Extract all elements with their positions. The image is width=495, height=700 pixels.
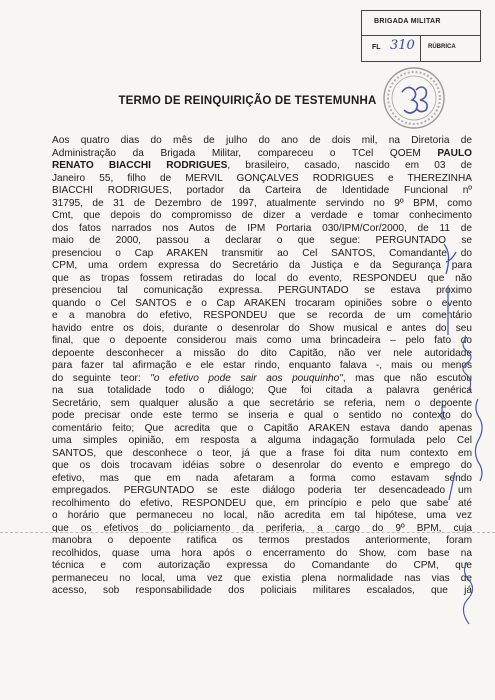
text-line: final, que o depoente considerou mais como uma brincadeira – pelo fato do <box>52 335 472 346</box>
text-line: presenciou tal comunicação expressa. PERGUNTADO se estava próximo <box>52 285 472 296</box>
text-line: acesso, sob responsabilidade dos policiais militares escalados, que já <box>52 585 472 596</box>
stamp-rubrica: RÚBRICA <box>428 44 456 50</box>
stamp-fl-number: 310 <box>390 38 415 53</box>
text-line: do seguinte teor: "o efetivo pode sair aos pouquinho", mas que não escutou <box>52 372 472 384</box>
margin-wave-mark-icon <box>455 560 479 630</box>
stamp-org: BRIGADA MILITAR <box>374 18 441 25</box>
text-line: CPM, uma ordem expressa do Secretário da Justiça e da Segurança para <box>52 260 472 271</box>
stamp-header <box>362 11 480 36</box>
margin-slash-mark-icon <box>445 470 459 504</box>
margin-scribble-icon <box>455 335 479 395</box>
margin-bar-mark-icon <box>443 285 453 340</box>
text-line: que as tropas fossem retiradas do local do evento, RESPONDEU que não <box>52 272 472 284</box>
text-line: recolhimento do efetivo, RESPONDEU que, em princípio e pelo que sabe até <box>52 497 472 509</box>
stamp-divider <box>420 35 421 61</box>
text-line: Janeiro 55, filho de MERVIL GONÇALVES RODRIGUES e THEREZINHA <box>52 172 472 184</box>
text-line: e a manobra do efetivo, RESPONDEU que se recorda de um comentário <box>52 310 472 321</box>
text-line: BIACCHI RODRIGUES, portador da Carteira de Identidade Funcional nº <box>52 185 472 196</box>
text-line: dos fatos narrados nos Autos de IPM Portaria 030/IPM/Cor/2000, de 11 de <box>52 222 472 234</box>
text-line: Administração da Brigada Militar, compareceu o TCel QOEM PAULO <box>52 147 472 159</box>
stamp-fl-label: FL <box>372 44 381 51</box>
text-line: uma simples opinião, em resposta a alguma indagação formulada pelo Cel <box>52 435 472 446</box>
document-title: TERMO DE REINQUIRIÇÃO DE TESTEMUNHA <box>118 95 377 107</box>
text-line: que os dois trocavam idéias sobre o desenrolar do evento e emprego do <box>52 460 472 471</box>
text-line: que os efetivos do policiamento da periferia, a cargo do 9º BPM, cuja <box>52 522 472 534</box>
deposition-text <box>52 135 472 598</box>
text-line: quando o Cel SANTOS e o Cap ARAKEN trocaram opiniões sobre o evento <box>52 297 472 309</box>
text-line: pode precisar onde este termo se inseria e qual o sentido no contexto do <box>52 410 472 421</box>
text-line: presenciou o Cap ARAKEN transmitir ao Cel SANTOS, Comandante do <box>52 247 472 259</box>
text-line: efetivo, mas que em nada afetaram a forma como estavam sendo <box>52 472 472 484</box>
margin-check-mark-icon <box>440 240 460 280</box>
margin-handwriting-icon <box>470 395 486 485</box>
text-line: 31795, de 31 de Dezembro de 1997, atualmente servindo no 9º BPM, como <box>52 197 472 209</box>
text-line: havido entre os dois, durante o desenrolar do Show musical e antes do seu <box>52 322 472 334</box>
text-line: recolhidos, quase uma hora após o encerramento do Show, com base na <box>52 547 472 559</box>
text-line: Secretário, sem qualquer alusão a que secretário se referia, nem o depoente <box>52 397 472 409</box>
text-line: empregados. PERGUNTADO se este diálogo poderia ter desencadeado um <box>52 485 472 496</box>
text-line: maio de 2000, passou a declarar o que segue: PERGUNTADO se <box>52 235 472 246</box>
text-line: SANTOS, que desconhece o teor, já que a frase foi dita num contexto em <box>52 447 472 459</box>
text-line: manobra o depoente ratifica os termos prestados anteriormente, foram <box>52 535 472 546</box>
text-line: permaneceu no local, uma vez que existia plena normalidade nas vias de <box>52 572 472 584</box>
text-line: Cmt, que depois do compromisso de dizer a verdade e tomar conhecimento <box>52 210 472 221</box>
text-line: RENATO BIACCHI RODRIGUES, brasileiro, casado, nascido em 03 de <box>52 160 472 171</box>
protocol-stamp <box>361 10 481 62</box>
text-line: técnica e com autorização expressa do Comandante do CPM, que <box>52 560 472 571</box>
text-line: o horário que permaneceu no local, não acredita em tal hipótese, uma vez <box>52 510 472 521</box>
text-line: Aos quatro dias do mês de julho do ano de dois mil, na Diretoria de <box>52 135 472 146</box>
text-line: depoente desconhecer a missão do dito Capitão, não ver nele autoridade <box>52 347 472 359</box>
text-line: comentário feito; Que acredita que o Capitão ARAKEN estava dando apenas <box>52 422 472 434</box>
text-line: para fazer tal afirmação e ele estar rindo, enquanto falava -, mais ou menos <box>52 360 472 371</box>
text-line: na sua totalidade todo o diálogo; Que foi citada a palavra genérica <box>52 385 472 396</box>
page-fold-line <box>0 532 495 533</box>
margin-bracket-mark-icon <box>438 405 450 421</box>
